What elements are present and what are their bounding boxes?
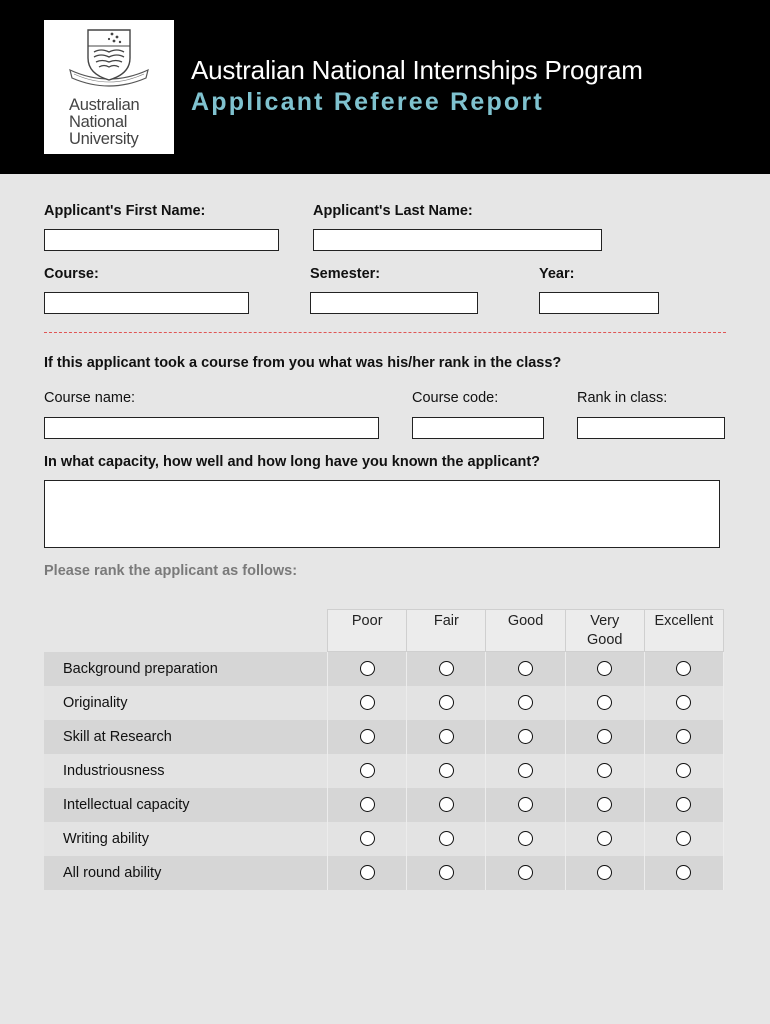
rating-radio[interactable]	[360, 661, 375, 676]
rating-cell	[328, 686, 407, 720]
course-field[interactable]	[44, 292, 249, 314]
rating-cell	[565, 720, 644, 754]
rating-cell	[328, 652, 407, 686]
rating-radio[interactable]	[518, 661, 533, 676]
capacity-question: In what capacity, how well and how long have you known the applicant?	[44, 454, 541, 470]
course-label: Course:	[44, 266, 99, 282]
rating-cell	[486, 822, 565, 856]
year-label: Year:	[539, 266, 575, 282]
rating-radio[interactable]	[676, 729, 691, 744]
rating-cell	[565, 822, 644, 856]
rating-cell	[486, 720, 565, 754]
course-code-label: Course code:	[412, 390, 499, 406]
scale-header: Good	[486, 610, 565, 652]
rating-cell	[644, 652, 723, 686]
criterion-label: Originality	[44, 686, 328, 720]
rating-radio[interactable]	[518, 865, 533, 880]
ranking-row	[44, 788, 724, 822]
rating-cell	[328, 788, 407, 822]
ranking-row	[44, 686, 724, 720]
ranking-row	[44, 720, 724, 754]
rating-radio[interactable]	[360, 729, 375, 744]
rating-radio[interactable]	[676, 797, 691, 812]
rating-radio[interactable]	[676, 695, 691, 710]
rating-radio[interactable]	[676, 763, 691, 778]
capacity-answer-field[interactable]	[44, 480, 720, 548]
program-title: Australian National Internships Program	[191, 55, 643, 85]
rating-radio[interactable]	[360, 865, 375, 880]
rating-radio[interactable]	[360, 763, 375, 778]
rating-radio[interactable]	[518, 797, 533, 812]
rating-radio[interactable]	[439, 729, 454, 744]
rating-cell	[486, 686, 565, 720]
rating-cell	[644, 754, 723, 788]
ranking-row	[44, 822, 724, 856]
criterion-label: Intellectual capacity	[44, 788, 328, 822]
rating-radio[interactable]	[518, 763, 533, 778]
rating-radio[interactable]	[518, 831, 533, 846]
course-rank-question: If this applicant took a course from you what was his/her rank in the class?	[44, 355, 562, 371]
rating-cell	[407, 652, 486, 686]
ranking-table	[44, 609, 724, 890]
rating-cell	[328, 856, 407, 890]
ranking-row	[44, 754, 724, 788]
rating-radio[interactable]	[597, 797, 612, 812]
rating-cell	[565, 856, 644, 890]
rating-cell	[486, 788, 565, 822]
rating-radio[interactable]	[360, 695, 375, 710]
ranking-row	[44, 652, 724, 686]
first-name-field[interactable]	[44, 229, 279, 251]
rating-radio[interactable]	[597, 831, 612, 846]
rating-radio[interactable]	[597, 865, 612, 880]
rating-radio[interactable]	[439, 865, 454, 880]
ranking-row	[44, 856, 724, 890]
scale-header: Excellent	[644, 610, 723, 652]
rating-cell	[407, 856, 486, 890]
rating-cell	[644, 686, 723, 720]
rating-cell	[644, 822, 723, 856]
rating-cell	[644, 720, 723, 754]
course-code-field[interactable]	[412, 417, 544, 439]
rating-radio[interactable]	[597, 661, 612, 676]
first-name-label: Applicant's First Name:	[44, 203, 206, 219]
rating-cell	[644, 788, 723, 822]
course-name-field[interactable]	[44, 417, 379, 439]
rating-radio[interactable]	[439, 661, 454, 676]
semester-field[interactable]	[310, 292, 478, 314]
rating-radio[interactable]	[439, 695, 454, 710]
rating-cell	[565, 652, 644, 686]
rating-cell	[328, 822, 407, 856]
rating-radio[interactable]	[597, 729, 612, 744]
logo-wordmark: Australian National University	[69, 96, 140, 148]
rating-radio[interactable]	[439, 763, 454, 778]
rating-cell	[486, 856, 565, 890]
last-name-label: Applicant's Last Name:	[313, 203, 473, 219]
rating-cell	[328, 754, 407, 788]
rating-cell	[644, 856, 723, 890]
ranking-header-row	[44, 610, 724, 652]
criterion-label: Skill at Research	[44, 720, 328, 754]
rating-radio[interactable]	[676, 831, 691, 846]
ranking-instruction: Please rank the applicant as follows:	[44, 563, 298, 579]
rating-cell	[407, 720, 486, 754]
rating-cell	[565, 788, 644, 822]
criterion-label: All round ability	[44, 856, 328, 890]
anu-crest-icon	[66, 24, 152, 100]
rating-cell	[407, 754, 486, 788]
rating-cell	[407, 822, 486, 856]
rating-cell	[407, 788, 486, 822]
rating-cell	[328, 720, 407, 754]
rank-in-class-label: Rank in class:	[577, 390, 668, 406]
last-name-field[interactable]	[313, 229, 602, 251]
criterion-label: Background preparation	[44, 652, 328, 686]
rating-cell	[486, 652, 565, 686]
rating-radio[interactable]	[676, 661, 691, 676]
scale-header: Very Good	[565, 610, 644, 652]
rating-radio[interactable]	[518, 729, 533, 744]
course-name-label: Course name:	[44, 390, 136, 406]
rating-radio[interactable]	[360, 797, 375, 812]
criteria-header	[44, 610, 328, 652]
rating-cell	[407, 686, 486, 720]
anu-logo	[44, 20, 174, 154]
rating-radio[interactable]	[439, 831, 454, 846]
rating-radio[interactable]	[676, 865, 691, 880]
rating-cell	[486, 754, 565, 788]
rating-cell	[565, 686, 644, 720]
rating-radio[interactable]	[518, 695, 533, 710]
year-field[interactable]	[539, 292, 659, 314]
rating-radio[interactable]	[360, 831, 375, 846]
rating-radio[interactable]	[439, 797, 454, 812]
rank-in-class-field[interactable]	[577, 417, 725, 439]
scale-header: Fair	[407, 610, 486, 652]
rating-radio[interactable]	[597, 763, 612, 778]
scale-header: Poor	[328, 610, 407, 652]
rating-cell	[565, 754, 644, 788]
section-divider	[44, 332, 726, 333]
rating-radio[interactable]	[597, 695, 612, 710]
semester-label: Semester:	[310, 266, 381, 282]
criterion-label: Writing ability	[44, 822, 328, 856]
criterion-label: Industriousness	[44, 754, 328, 788]
header-banner	[0, 0, 770, 174]
report-title: Applicant Referee Report	[191, 88, 544, 116]
